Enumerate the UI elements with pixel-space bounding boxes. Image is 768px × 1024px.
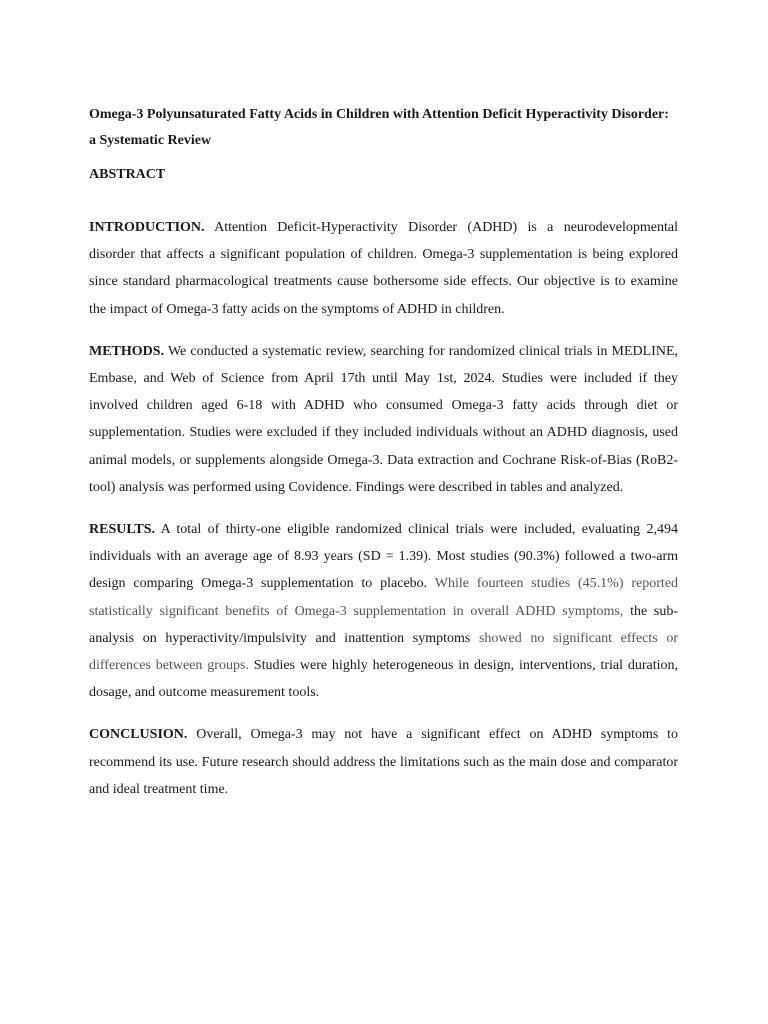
results-text-5: Studies were highly heterogeneous in design, interventions, trial duration, dosage, and outcome measurement tools. — [89, 658, 678, 701]
methods-section — [89, 338, 678, 501]
introduction-text: Attention Deficit-Hyperactivity Disorder (ADHD) is a neurodevelopmental disorder that affects a significant population of children. Omega-3 supplementation is being explored since standard pharmacological treatments cause bothersome side effects. Our objective is to examine the impact of Omega-3 fatty acids on the symptoms of ADHD in children. — [89, 220, 679, 317]
introduction-section — [89, 214, 678, 323]
results-section — [89, 516, 678, 706]
results-label: RESULTS. — [89, 522, 156, 538]
results-text-2: While fourteen studies (45.1%) reported statistically significant benefits of Omega-3 supplementation in overall ADHD symptoms, — [89, 576, 678, 619]
results-text-3: the sub-analysis on hyperactivity/impulsivity and inattention symptoms — [89, 603, 679, 646]
abstract-content — [89, 102, 678, 803]
abstract-heading: ABSTRACT — [89, 167, 166, 182]
methods-label: METHODS. — [89, 343, 165, 359]
results-text-1: A total of thirty-one eligible randomized clinical trials were included, evaluating 2,494 individuals with an average age of 8.93 years (SD = 1.39). Most studies (90.3%) followed a two-arm design comparing Omega-3 supplementation to placebo. — [89, 522, 678, 592]
results-text-4: showed no significant effects or differences between groups. — [89, 630, 679, 674]
conclusion-section — [89, 721, 678, 803]
paper-title: Omega-3 Polyunsaturated Fatty Acids in Children with Attention Deficit Hyperactivity Disorder: a Systematic Review — [89, 107, 669, 148]
conclusion-text: Overall, Omega-3 may not have a significant effect on ADHD symptoms to recommend its use. Future research should address the limitations such as the main dose and comparator and ideal treatment time. — [89, 727, 678, 797]
methods-text: We conducted a systematic review, searching for randomized clinical trials in MEDLINE, Embase, and Web of Science from April 17th until May 1st, 2024. Studies were included if they involved children aged 6-18 with ADHD who consumed Omega-3 fatty acids through diet or supplementation. Studies were excluded if they included individuals without an ADHD diagnosis, used animal models, or supplements alongside Omega-3. Data extraction and Cochrane Risk-of-Bias (RoB2-tool) analysis was performed using Covidence. Findings were described in tables and analyzed. — [89, 343, 678, 495]
conclusion-label: CONCLUSION. — [89, 727, 188, 743]
introduction-label: INTRODUCTION. — [89, 220, 205, 235]
